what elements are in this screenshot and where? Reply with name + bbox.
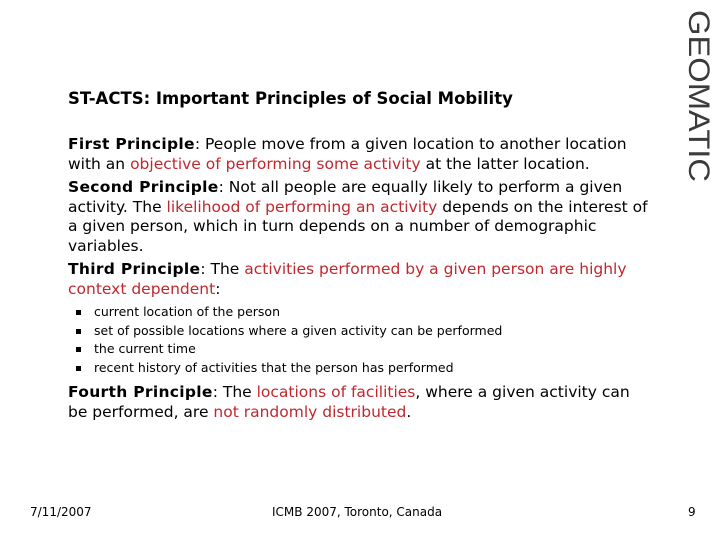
bullet-text: current location of the person [94, 304, 280, 319]
third-principle-text-2: : [215, 279, 221, 298]
fourth-principle-highlight-1: locations of facilities [256, 383, 416, 401]
geomatic-logo-graphic [679, 10, 719, 185]
first-principle-text-2: at the latter location. [420, 154, 590, 173]
second-principle-highlight: likelihood of performing an activity [166, 197, 438, 216]
fourth-principle-highlight-2: not randomly distributed [213, 402, 407, 421]
bullet-text: recent history of activities that the person has performed [94, 359, 454, 375]
geomatic-logo [679, 10, 719, 185]
second-principle-label: Second Principle [68, 178, 219, 196]
third-principle-highlight: activities performed by a given person are highly context dependent [68, 260, 627, 298]
first-principle-text-1: : People move from a given location to another location with an [68, 135, 627, 173]
slide-title: ST-ACTS: Important Principles of Social Mobility [68, 89, 513, 108]
slide-body [68, 135, 648, 426]
page-number: 9 [688, 505, 696, 519]
first-principle-label: First Principle [68, 135, 195, 153]
first-principle [68, 135, 648, 174]
third-principle-text-1: : The [200, 260, 245, 278]
second-principle [68, 178, 648, 256]
first-principle-highlight: objective of performing some activity [130, 154, 421, 173]
list-item [76, 322, 648, 341]
bullet-text: set of possible locations where a given activity can be performed [94, 322, 503, 338]
fourth-principle-text-1: : The [212, 383, 257, 401]
list-item [76, 359, 648, 378]
second-principle-text-1: : Not all people are equally likely to perform a given activity. The [68, 178, 623, 216]
fourth-principle [68, 383, 648, 422]
list-item [76, 340, 648, 359]
square-bullet-icon [76, 329, 81, 334]
square-bullet-icon [76, 310, 81, 315]
list-item [76, 303, 648, 322]
footer-date: 7/11/2007 [30, 505, 92, 519]
bullet-text: the current time [94, 341, 196, 356]
fourth-principle-text-2: , where a given activity can be performed, are [68, 383, 630, 421]
footer-conference: ICMB 2007, Toronto, Canada [272, 505, 443, 519]
second-principle-text-2: depends on the interest of a given person, which in turn depends on a number of demographic variables. [68, 197, 648, 255]
context-bullet-list [68, 303, 648, 377]
square-bullet-icon [76, 366, 81, 371]
third-principle-label: Third Principle [68, 260, 201, 278]
third-principle [68, 260, 648, 299]
fourth-principle-label: Fourth Principle [68, 383, 213, 401]
fourth-principle-text-3: . [406, 402, 412, 421]
square-bullet-icon [76, 347, 81, 352]
logo-text: GEOMATIC [682, 10, 715, 168]
